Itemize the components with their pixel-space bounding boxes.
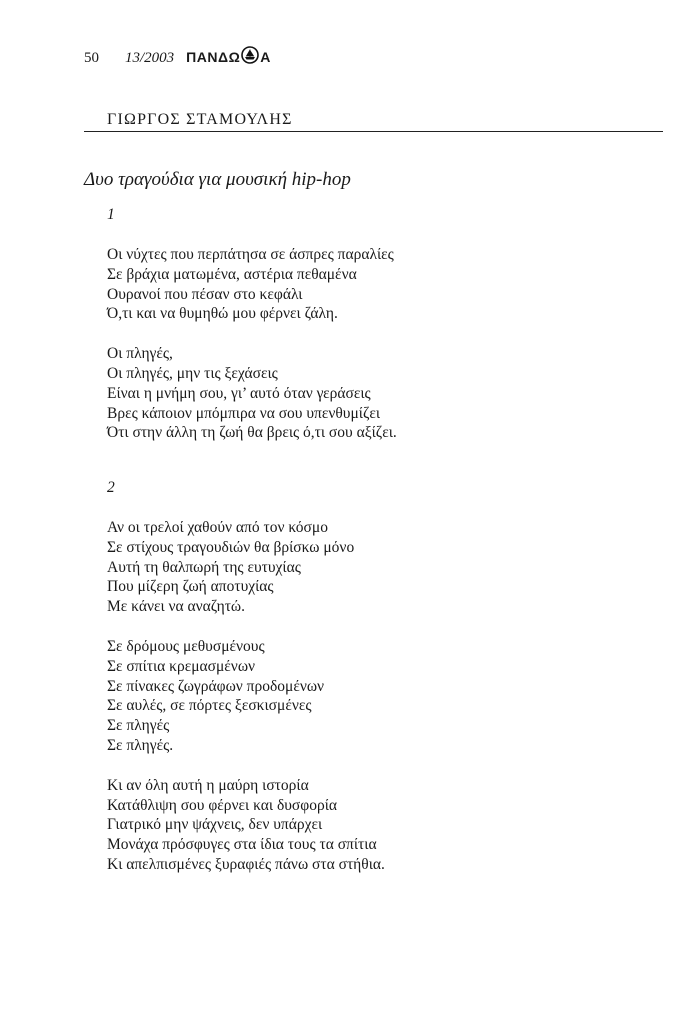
- stanza: [107, 637, 385, 756]
- verse-line: Βρες κάποιον μπόμπιρα να σου υπενθυμίζει: [107, 404, 381, 422]
- stanza: [107, 344, 397, 443]
- ship-emblem-icon: [241, 46, 259, 67]
- verse-line: Σε πίνακες ζωγράφων προδομένων: [107, 677, 325, 695]
- verse-line: Που μίζερη ζωή αποτυχίας: [107, 578, 274, 596]
- poem-title: Δυο τραγούδια για μουσική hip-hop: [84, 169, 351, 190]
- stanza: [107, 776, 385, 875]
- section-number: 1: [107, 206, 115, 223]
- verse-line: Κι αν όλη αυτή η μαύρη ιστορία: [107, 776, 309, 794]
- verse-line: Οι πληγές,: [107, 345, 173, 363]
- verse-line: Σε δρόμους μεθυσμένους: [107, 637, 265, 655]
- verse-line: Ουρανοί που πέσαν στο κεφάλι: [107, 285, 303, 303]
- issue-number: 13/2003: [125, 49, 175, 66]
- verse-line: Αν οι τρελοί χαθούν από τον κόσμο: [107, 519, 328, 536]
- verse-line: Σε βράχια ματωμένα, αστέρια πεθαμένα: [107, 265, 357, 283]
- verse-line: Με κάνει να αναζητώ.: [107, 598, 246, 616]
- running-header: [84, 46, 271, 67]
- logo-text-left: ΠΑΝΔΩ: [186, 48, 241, 65]
- verse-line: Σε πληγές: [107, 717, 170, 735]
- verse-line: Σε αυλές, σε πόρτες ξεσκισμένες: [107, 697, 312, 715]
- verse-line: Αυτή τη θαλπωρή της ευτυχίας: [107, 558, 301, 576]
- page-number: 50: [84, 49, 99, 66]
- author-name: ΓΙΩΡΓΟΣ ΣΤΑΜΟΥΛΗΣ: [107, 111, 293, 128]
- header-divider: [84, 131, 663, 132]
- verse-line: Σε στίχους τραγουδιών θα βρίσκω μόνο: [107, 538, 355, 556]
- section-number: 2: [107, 479, 115, 496]
- verse-line: Σε πληγές.: [107, 736, 174, 754]
- poem-section-2: [107, 478, 385, 895]
- verse-line: Οι νύχτες που περπάτησα σε άσπρες παραλίες: [107, 246, 394, 263]
- verse-line: Κι απελπισμένες ξυραφιές πάνω στα στήθια.: [107, 855, 385, 873]
- verse-line: Κατάθλιψη σου φέρνει και δυσφορία: [107, 796, 337, 814]
- verse-line: Γιατρικό μην ψάχνεις, δεν υπάρχει: [107, 816, 323, 834]
- verse-line: Μονάχα πρόσφυγες στα ίδια τους τα σπίτια: [107, 836, 377, 854]
- verse-line: Σε σπίτια κρεμασμένων: [107, 657, 256, 675]
- verse-line: Είναι η μνήμη σου, γι’ αυτό όταν γεράσεις: [107, 384, 371, 402]
- logo-text-right: Α: [260, 48, 271, 65]
- stanza: [107, 518, 385, 617]
- verse-line: Οι πληγές, μην τις ξεχάσεις: [107, 364, 278, 382]
- poem-section-1: [107, 205, 397, 463]
- verse-line: Ό,τι και να θυμηθώ μου φέρνει ζάλη.: [107, 305, 338, 323]
- verse-line: Ότι στην άλλη τη ζωή θα βρεις ό,τι σου αξίζει.: [107, 424, 397, 442]
- magazine-logo: [186, 46, 271, 67]
- stanza: [107, 245, 397, 324]
